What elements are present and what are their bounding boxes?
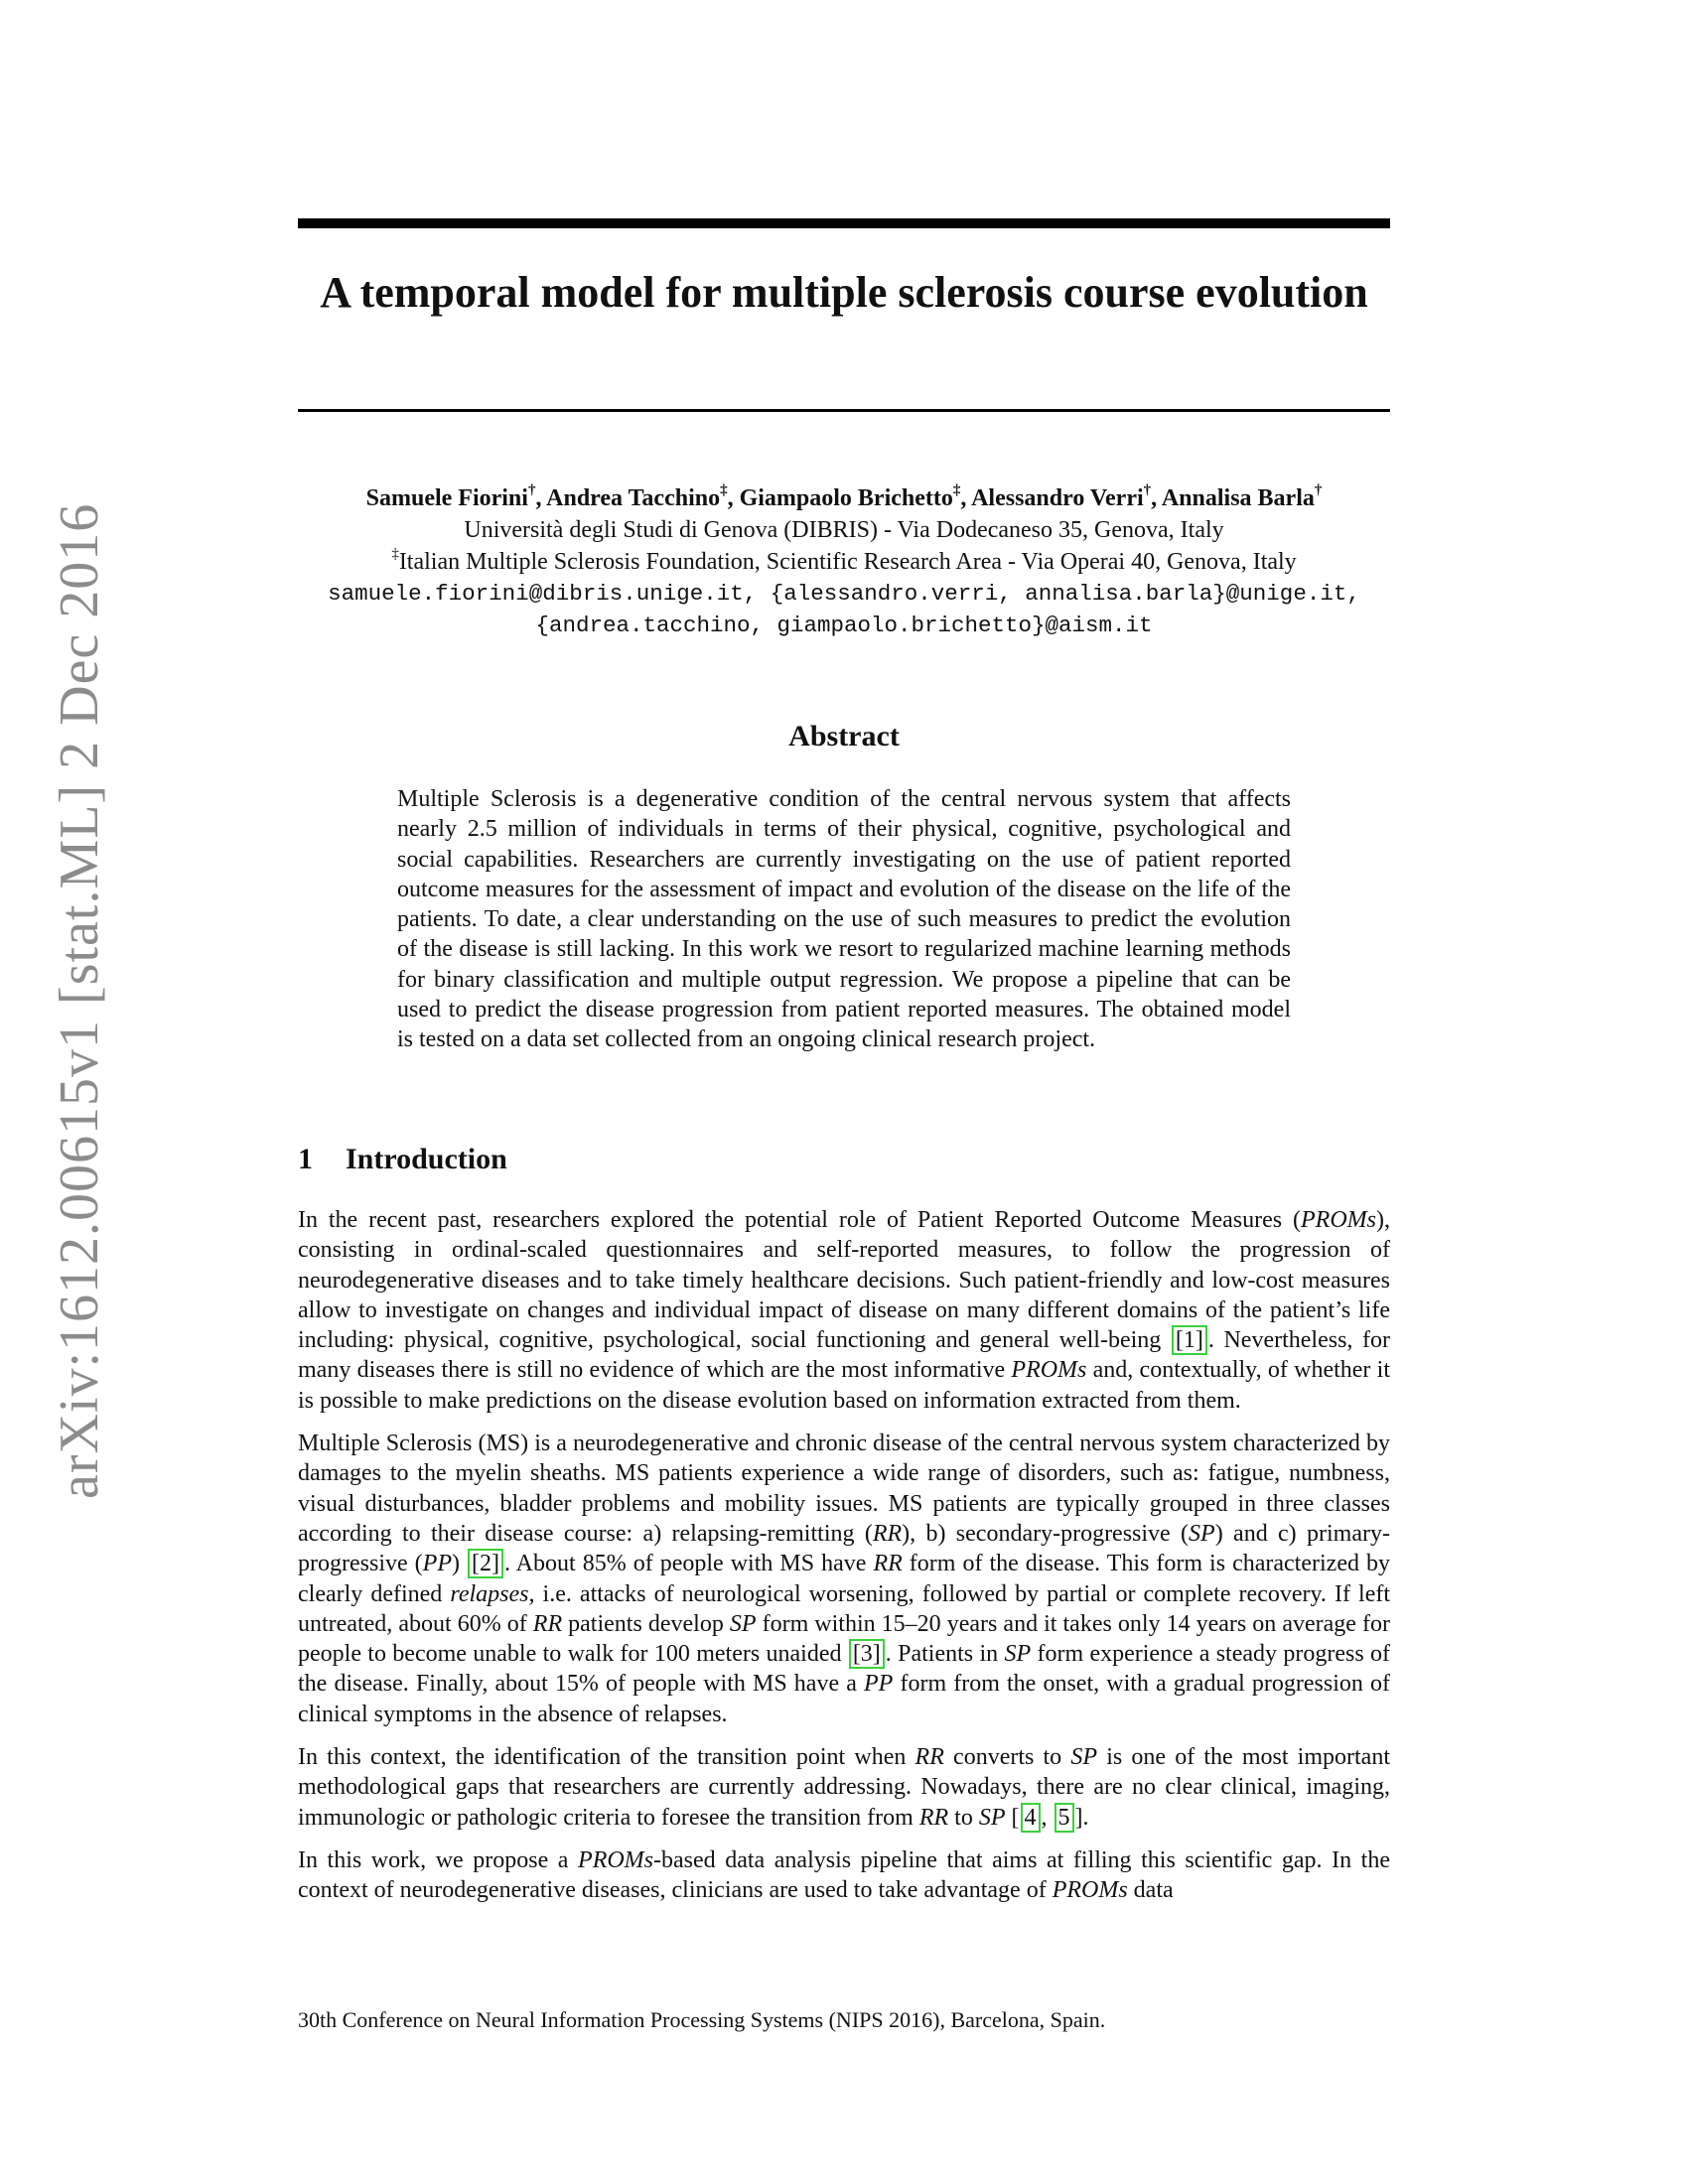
author: Samuele Fiorini — [365, 485, 528, 511]
affiliation-mark: ‡ — [952, 482, 961, 498]
emphasis: SP — [978, 1804, 1006, 1831]
paragraph-4 — [298, 1845, 1390, 1906]
emphasis: RR — [532, 1610, 563, 1637]
paragraph-1 — [298, 1205, 1390, 1416]
citation-link[interactable]: 5 — [1055, 1803, 1074, 1833]
citation-link[interactable]: [3] — [849, 1639, 885, 1669]
author-block — [298, 482, 1390, 641]
text: converts to — [943, 1744, 1071, 1771]
citation-link[interactable]: [1] — [1172, 1325, 1207, 1355]
text: form from the onset, with a gradual progression of clinical symptoms in the absence of relapses. — [298, 1671, 1390, 1727]
text: . Patients in — [885, 1641, 1005, 1668]
text: form experience a steady progress of the disease. Finally, about 15% of people with MS have a — [298, 1641, 1390, 1698]
emphasis: PP — [864, 1671, 894, 1698]
abstract-heading: Abstract — [788, 720, 900, 752]
affiliation-text: Italian Multiple Sclerosis Foundation, Scientific Research Area - Via Operai 40, Genova, Italy — [398, 549, 1297, 575]
author: Alessandro Verri — [971, 485, 1144, 511]
emphasis: SP — [1070, 1744, 1098, 1771]
text: ]. — [1074, 1804, 1089, 1831]
text: ) — [451, 1551, 467, 1577]
emphasis: PROMs — [578, 1846, 654, 1873]
author: Annalisa Barla — [1161, 485, 1315, 511]
text: . About 85% of people with MS have — [503, 1551, 874, 1577]
text: patients develop — [562, 1610, 730, 1637]
text: ) and c) primary-progressive ( — [298, 1520, 1390, 1577]
emphasis: PROMs — [1011, 1357, 1087, 1384]
affiliation-mark: ‡ — [720, 482, 728, 498]
emphasis: PROMs — [1052, 1877, 1128, 1904]
intro-body — [298, 1205, 1390, 1919]
text: form within 15–20 years and it takes only 14 years on average for people to become unable to walk for 100 meters unaided — [298, 1610, 1390, 1668]
arxiv-stamp: arXiv:1612.00615v1 [stat.ML] 2 Dec 2016 — [49, 502, 110, 1499]
text: Multiple Sclerosis (MS) is a neurodegenerative and chronic disease of the central nervous system characterized by damages to the myelin sheaths. MS patients experience a wide range of disorders, such as: fatigue, numbness, visual disturbances, bladder problems and mobility issues. MS patients are typically grouped in three classes according to their disease course: a) relapsing-remitting ( — [298, 1431, 1390, 1547]
paper-title: A temporal model for multiple sclerosis course evolution — [320, 268, 1368, 317]
email-line-2: {andrea.tacchino, giampaolo.brichetto}@aism.it — [535, 613, 1153, 638]
text: -based data analysis pipeline that aims at filling this scientific gap. In the context of neurodegenerative diseases, clinicians are used to take advantage of — [298, 1846, 1390, 1904]
author: Andrea Tacchino — [546, 485, 721, 511]
email-line-1: samuele.fiorini@dibris.unige.it, {alessandro.verri, annalisa.barla}@unige.it, — [328, 581, 1360, 607]
emphasis: RR — [872, 1520, 903, 1547]
citation-link[interactable]: [2] — [468, 1549, 503, 1578]
text: and, contextually, of whether it is possible to make predictions on the disease evolution based on information extracted from them. — [298, 1357, 1390, 1414]
text: to — [948, 1804, 979, 1831]
affiliation-mark: † — [1314, 482, 1323, 498]
emphasis: SP — [1004, 1641, 1032, 1668]
emphasis: relapses — [450, 1580, 529, 1607]
affiliation-1: Università degli Studi di Genova (DIBRIS) - Via Dodecaneso 35, Genova, Italy — [464, 517, 1224, 543]
affiliation-mark: † — [1143, 482, 1152, 498]
author-names: Samuele Fiorini†, Andrea Tacchino‡, Giampaolo Brichetto‡, Alessandro Verri†, Annalisa Barla† — [365, 482, 1323, 511]
emphasis: SP — [729, 1610, 757, 1637]
text: In this context, the identification of the transition point when — [298, 1744, 915, 1771]
text: data — [1127, 1877, 1174, 1904]
affiliation-mark: † — [527, 482, 536, 498]
citation-link[interactable]: 4 — [1021, 1803, 1041, 1833]
text: ), consisting in ordinal-scaled questionnaires and self-reported measures, to follow the progression of neurodegenerative diseases and to take timely healthcare decisions. Such patient-friendly and low-cost measures allow to investigate on changes and individual impact of disease on many different domains of the patient’s life including: physical, cognitive, psychological, social functioning and general well-being — [298, 1207, 1390, 1354]
conference-footnote: 30th Conference on Neural Information Processing Systems (NIPS 2016), Barcelona, Spain. — [298, 2007, 1106, 2032]
emphasis: SP — [1189, 1520, 1215, 1547]
section-number: 1 — [298, 1143, 313, 1175]
text: form of the disease. This form is characterized by clearly defined — [298, 1551, 1390, 1607]
title-bottom-rule — [298, 409, 1390, 412]
author: Giampaolo Brichetto — [739, 485, 953, 511]
affiliation-2 — [298, 546, 1390, 578]
emphasis: RR — [918, 1804, 949, 1831]
text: , — [1041, 1804, 1054, 1831]
text: ), b) secondary-progressive ( — [902, 1520, 1190, 1547]
abstract-text: Multiple Sclerosis is a degenerative condition of the central nervous system that affects nearly 2.5 million of individuals in terms of their physical, cognitive, psychological and social capabilities. Researchers are currently investigating on the use of patient reported outcome measures for the assessment of impact and evolution of the disease on the life of the patients. To date, a clear understanding on the use of such measures to predict the evolution of the disease is still lacking. In this work we resort to regularized machine learning methods for binary classification and multiple output regression. We propose a pipeline that can be used to predict the disease progression from patient reported measures. The obtained model is tested on a data set collected from an ongoing clinical research project. — [397, 786, 1291, 1053]
text: In the recent past, researchers explored the potential role of Patient Reported Outcome Measures ( — [298, 1207, 1302, 1233]
text: . Nevertheless, for many diseases there is still no evidence of which are the most informative — [298, 1327, 1390, 1384]
emphasis: PROMs — [1301, 1207, 1376, 1233]
text: is one of the most important methodological gaps that researchers are currently addressing. Nowadays, there are no clear clinical, imaging, immunologic or pathologic criteria to foresee the transition from — [298, 1744, 1390, 1831]
emphasis: RR — [873, 1551, 903, 1577]
paragraph-2 — [298, 1429, 1390, 1729]
text: In this work, we propose a — [298, 1846, 579, 1873]
section-heading — [298, 1140, 1390, 1179]
paragraph-3 — [298, 1742, 1390, 1833]
emphasis: PP — [422, 1551, 452, 1577]
title-top-rule — [298, 218, 1390, 228]
section-title: Introduction — [346, 1143, 507, 1175]
text: [ — [1005, 1804, 1020, 1831]
text: , i.e. attacks of neurological worsening, followed by partial or complete recovery. If left untreated, about 60% of — [298, 1580, 1391, 1637]
affiliation-mark: ‡ — [391, 546, 399, 562]
emphasis: RR — [914, 1744, 944, 1771]
